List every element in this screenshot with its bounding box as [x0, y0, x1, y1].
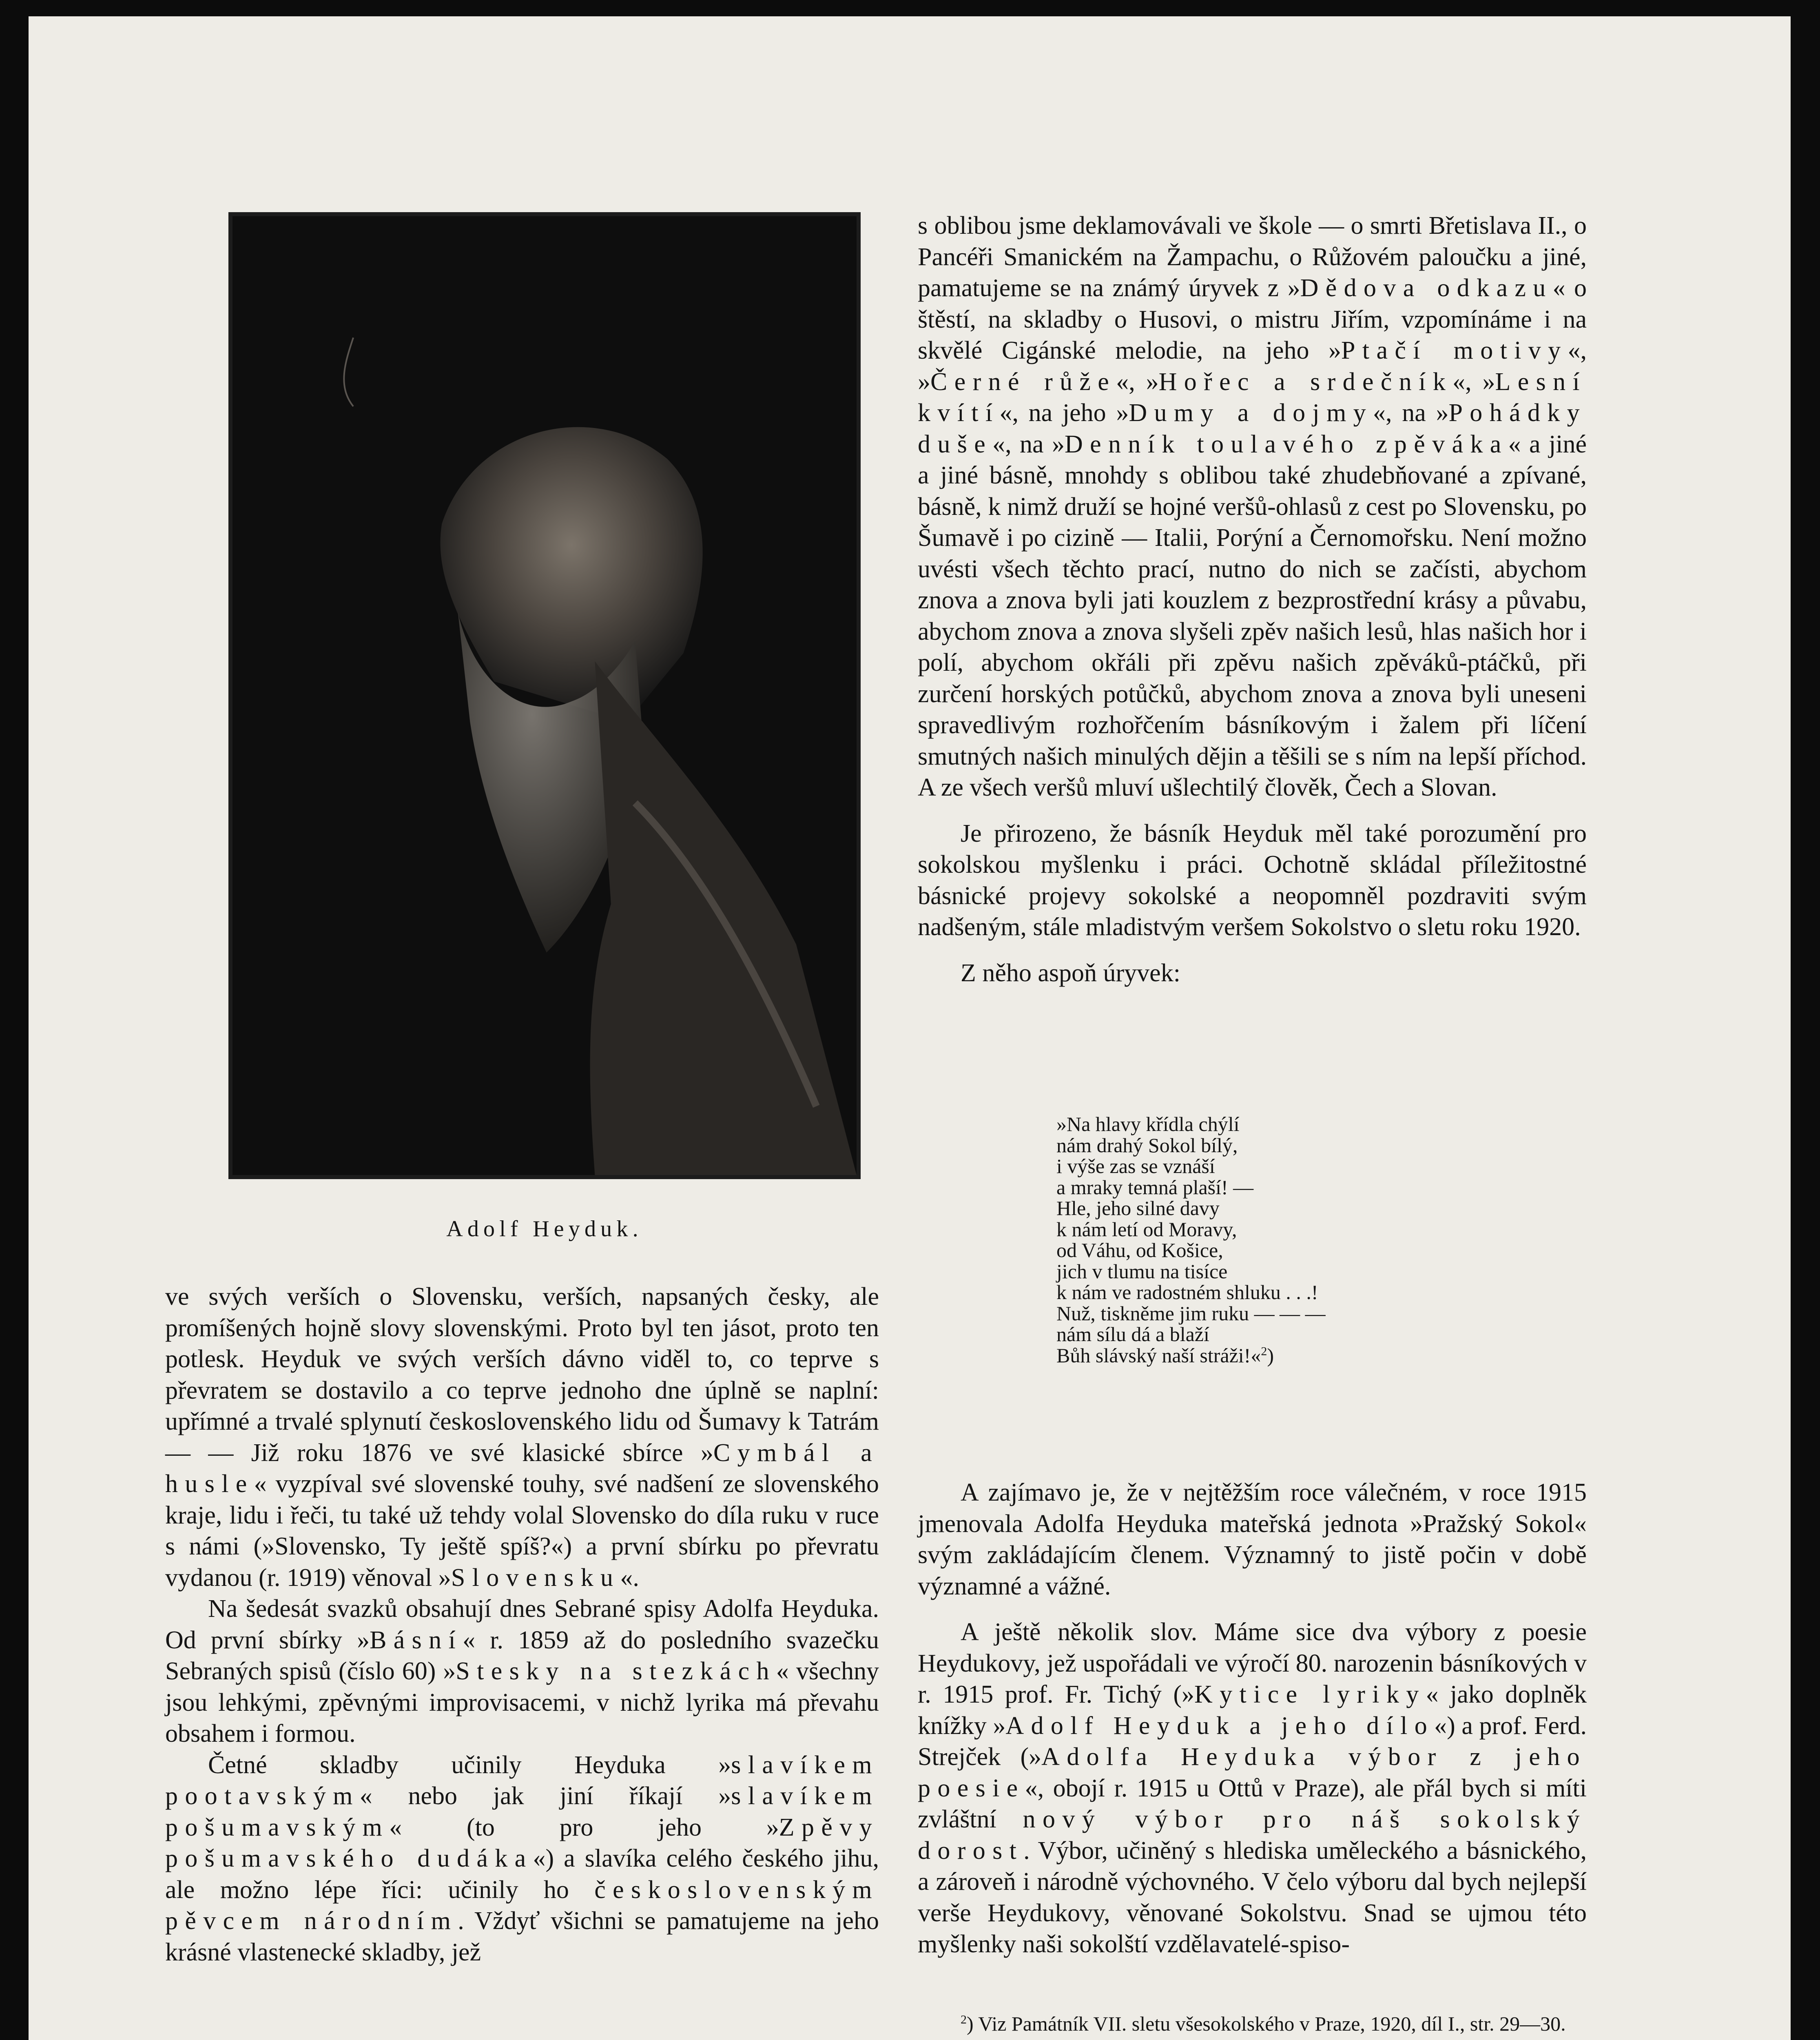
poem-line: a mraky temná plaší! — [1056, 1175, 1254, 1199]
paragraph: Na šedesát svazků obsahují dnes Sebrané spisy Adolfa Heyduka. Od první sbírky »Básní« r. 1859 až do posledního svazečku Sebraných spisů (číslo 60) »Stesky na stezkách« všechny jsou lehkými, zpěvnými improvisacemi, v nichž lyrika má převahu obsahem i formou. [165, 1595, 879, 1747]
paragraph: A ještě několik slov. Máme sice dva výbory z poesie Heydukovy, jež uspořádali ve výročí 80. narozenin básníkových v r. 1915 prof. Fr. Tichý (»Kytice lyriky« jako doplněk knížky »Adolf Heyduk a jeho dílo«) a prof. Ferd. Strejček (»Adolfa Heyduka výbor z jeho poesie«, obojí r. 1915 u Ottů v Praze), ale přál bych si míti zvláštní nový výbor pro náš sokolský dorost. Výbor, učiněný s hlediska uměleckého a básnického, a zároveň i národně výchovného. V čelo výboru dal bych nejlepší verše Heydukovy, věnované Sokolstvu. Snad se ujmou této myšlenky naši sokolští vzdělavatelé-spiso- [918, 1618, 1587, 1958]
poem-line: »Na hlavy křídla chýlí [1056, 1113, 1240, 1135]
poem-line: Nuž, tiskněme jim ruku — — — [1056, 1302, 1326, 1325]
paragraph: A zajímavo je, že v nejtěžším roce válečném, v roce 1915 jmenovala Adolfa Heyduka mateřská jednota »Pražský Sokol« svým zakládajícím členem. Významný to jistě počin v době významné a vážné. [918, 1479, 1587, 1600]
poem-line: k nám letí od Moravy, [1056, 1217, 1237, 1241]
paragraph: s oblibou jsme deklamovávali ve škole — o smrti Břetislava II., o Pancéři Smanickém na Žampachu, o Růžovém paloučku a jiné, pamatujeme se na známý úryvek z »Dědova odkazu« o štěstí, na skladby o Husovi, o mistru Jiřím, vzpomínáme i na skvělé Cigánské melodie, na jeho »Ptačí motivy«, »Černé růže«, »Hořec a srdečník«, »Lesní kvítí«, na jeho »Dumy a dojmy«, na »Pohádky duše«, na »Denník toulavého zpěváka« a jiné a jiné básně, mnohdy s oblibou také zhudebňované a zpívané, básně, k nimž druží se hojné veršů-ohlasů z cest po Slovensku, po Šumavě i po cizině — Italii, Porýní a Černomořsku. Není možno uvésti všech těchto prací, nutno do nich se začísti, abychom znova a znova byli jati kouzlem z bezprostřední krásy a půvabu, abychom znova a znova slyšeli zpěv našich lesů, hlas našich hor i polí, abychom okřáli při zpěvu našich zpěváků-ptáčků, při zurčení horských potůčků, abychom znova a znova byli uneseni spravedlivým rozhořčením básníkovým i žalem při líčení smutných našich minulých dějin a těšili se s ním na lepší příchod. A ze všech veršů mluví ušlechtilý člověk, Čech a Slovan. [918, 212, 1587, 801]
poem-line: Hle, jeho silné davy [1056, 1197, 1220, 1220]
poem-line: k nám ve radostném shluku . . .! [1056, 1281, 1318, 1304]
right-column-lower [918, 1477, 1587, 1960]
paragraph: ve svých verších o Slovensku, verších, napsaných česky, ale promíšených hojně slovy slovenskými. Proto byl ten jásot, proto ten potlesk. Heyduk ve svých verších dávno viděl to, co teprve s převratem se dostavilo a co teprve jednoho dne úplně se naplní: upřímné a trvalé splynutí československého lidu od Šumavy k Tatrám — — Již roku 1876 ve své klasické sbírce »Cymbál a husle« vyzpíval své slovenské touhy, své nadšení ze slovenského kraje, lidu i řeči, tu také už tehdy volal Slovensko do díla ruku v ruce s námi (»Slovensko, Ty ještě spíš?«) a první sbírku po převratu vydanou (r. 1919) věnoval »Slovensku«. [165, 1283, 879, 1592]
poem-line: od Váhu, od Košice, [1056, 1239, 1223, 1262]
footnote: $^2$) Viz Památník VII. sletu všesokolského v Praze, 1920, díl I., str. 29—30. [961, 2012, 1566, 2035]
portrait-photo [228, 212, 861, 1179]
paragraph: Z něho aspoň úryvek: [961, 959, 1180, 987]
paragraph: Četné skladby učinily Heyduka »slavíkem pootavským« nebo jak jiní říkají »slavíkem pošumavským« (to pro jeho »Zpěvy pošumavského dudáka«) a slavíka celého českého jihu, ale možno lépe říci: učinily ho československým pěvcem národním. Vždyť všichni se pamatujeme na jeho krásné vlastenecké skladby, jež [165, 1751, 879, 1966]
paragraph: Je přirozeno, že básník Heyduk měl také porozumění pro sokolskou myšlenku i práci. Ochotně skládal příležitostné básnické projevy sokolské a neopomněl pozdraviti svým nadšeným, stále mladistvým veršem Sokolstvo o sletu roku 1920. [918, 819, 1587, 941]
footnote-mark: 2 [961, 2013, 967, 2027]
left-column [165, 1281, 879, 1968]
poem-line: i výše zas se vznáší [1056, 1155, 1215, 1177]
scanned-page [29, 16, 1791, 2040]
right-column [918, 210, 1587, 989]
photo-caption: Adolf Heyduk. [446, 1216, 643, 1242]
poem-line: jich v tlumu na tisíce [1056, 1259, 1228, 1283]
poem-line: nám drahý Sokol bílý, [1056, 1133, 1238, 1157]
poem-line: nám sílu dá a blaží [1056, 1323, 1209, 1346]
poem-excerpt [1056, 1114, 1546, 1366]
poem-line: Bůh slávský naší stráži!«$^2$) [1056, 1344, 1274, 1367]
footnote-mark: 2 [1261, 1344, 1267, 1358]
